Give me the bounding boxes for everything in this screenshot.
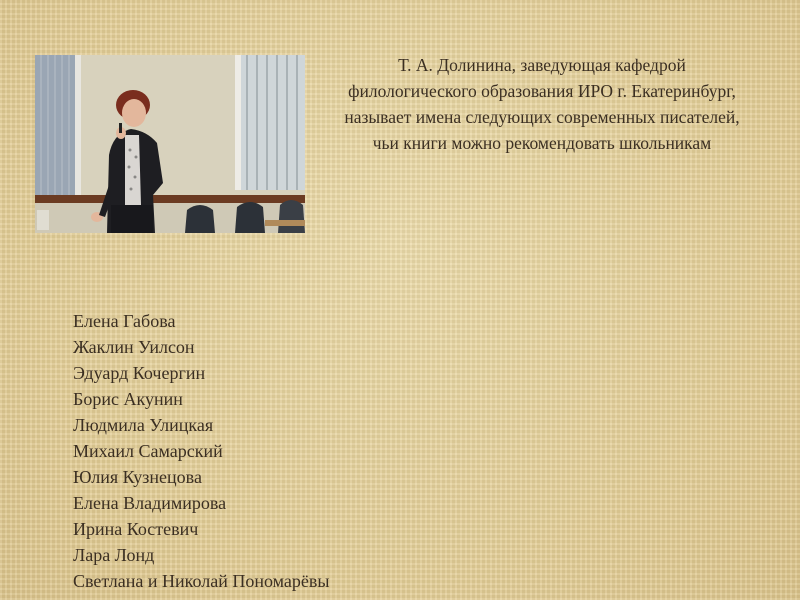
list-item: Елена Габова <box>73 311 176 331</box>
list-item: Людмила Улицкая <box>73 415 214 435</box>
list-item: Ирина Костевич <box>73 519 199 539</box>
list-item: Елена Владимирова <box>73 493 227 513</box>
list-item: Лара Лонд <box>73 545 155 565</box>
list-item: Эдуард Кочергин <box>73 363 206 383</box>
list-item: Борис Акунин <box>73 389 183 409</box>
list-item: Жаклин Уилсон <box>73 337 195 357</box>
speaker-photo <box>35 55 305 233</box>
photo-caption: Т. А. Долинина, заведующая кафедрой филологического образования ИРО г. Екатеринбург, называет имена следующих современных писателей, чьи книги можно рекомендовать школьникам <box>344 55 740 153</box>
list-item: Светлана и Николай Пономарёвы <box>73 571 330 591</box>
writers-list <box>73 308 330 594</box>
list-item: Михаил Самарский <box>73 441 223 461</box>
list-item: Юлия Кузнецова <box>73 467 202 487</box>
